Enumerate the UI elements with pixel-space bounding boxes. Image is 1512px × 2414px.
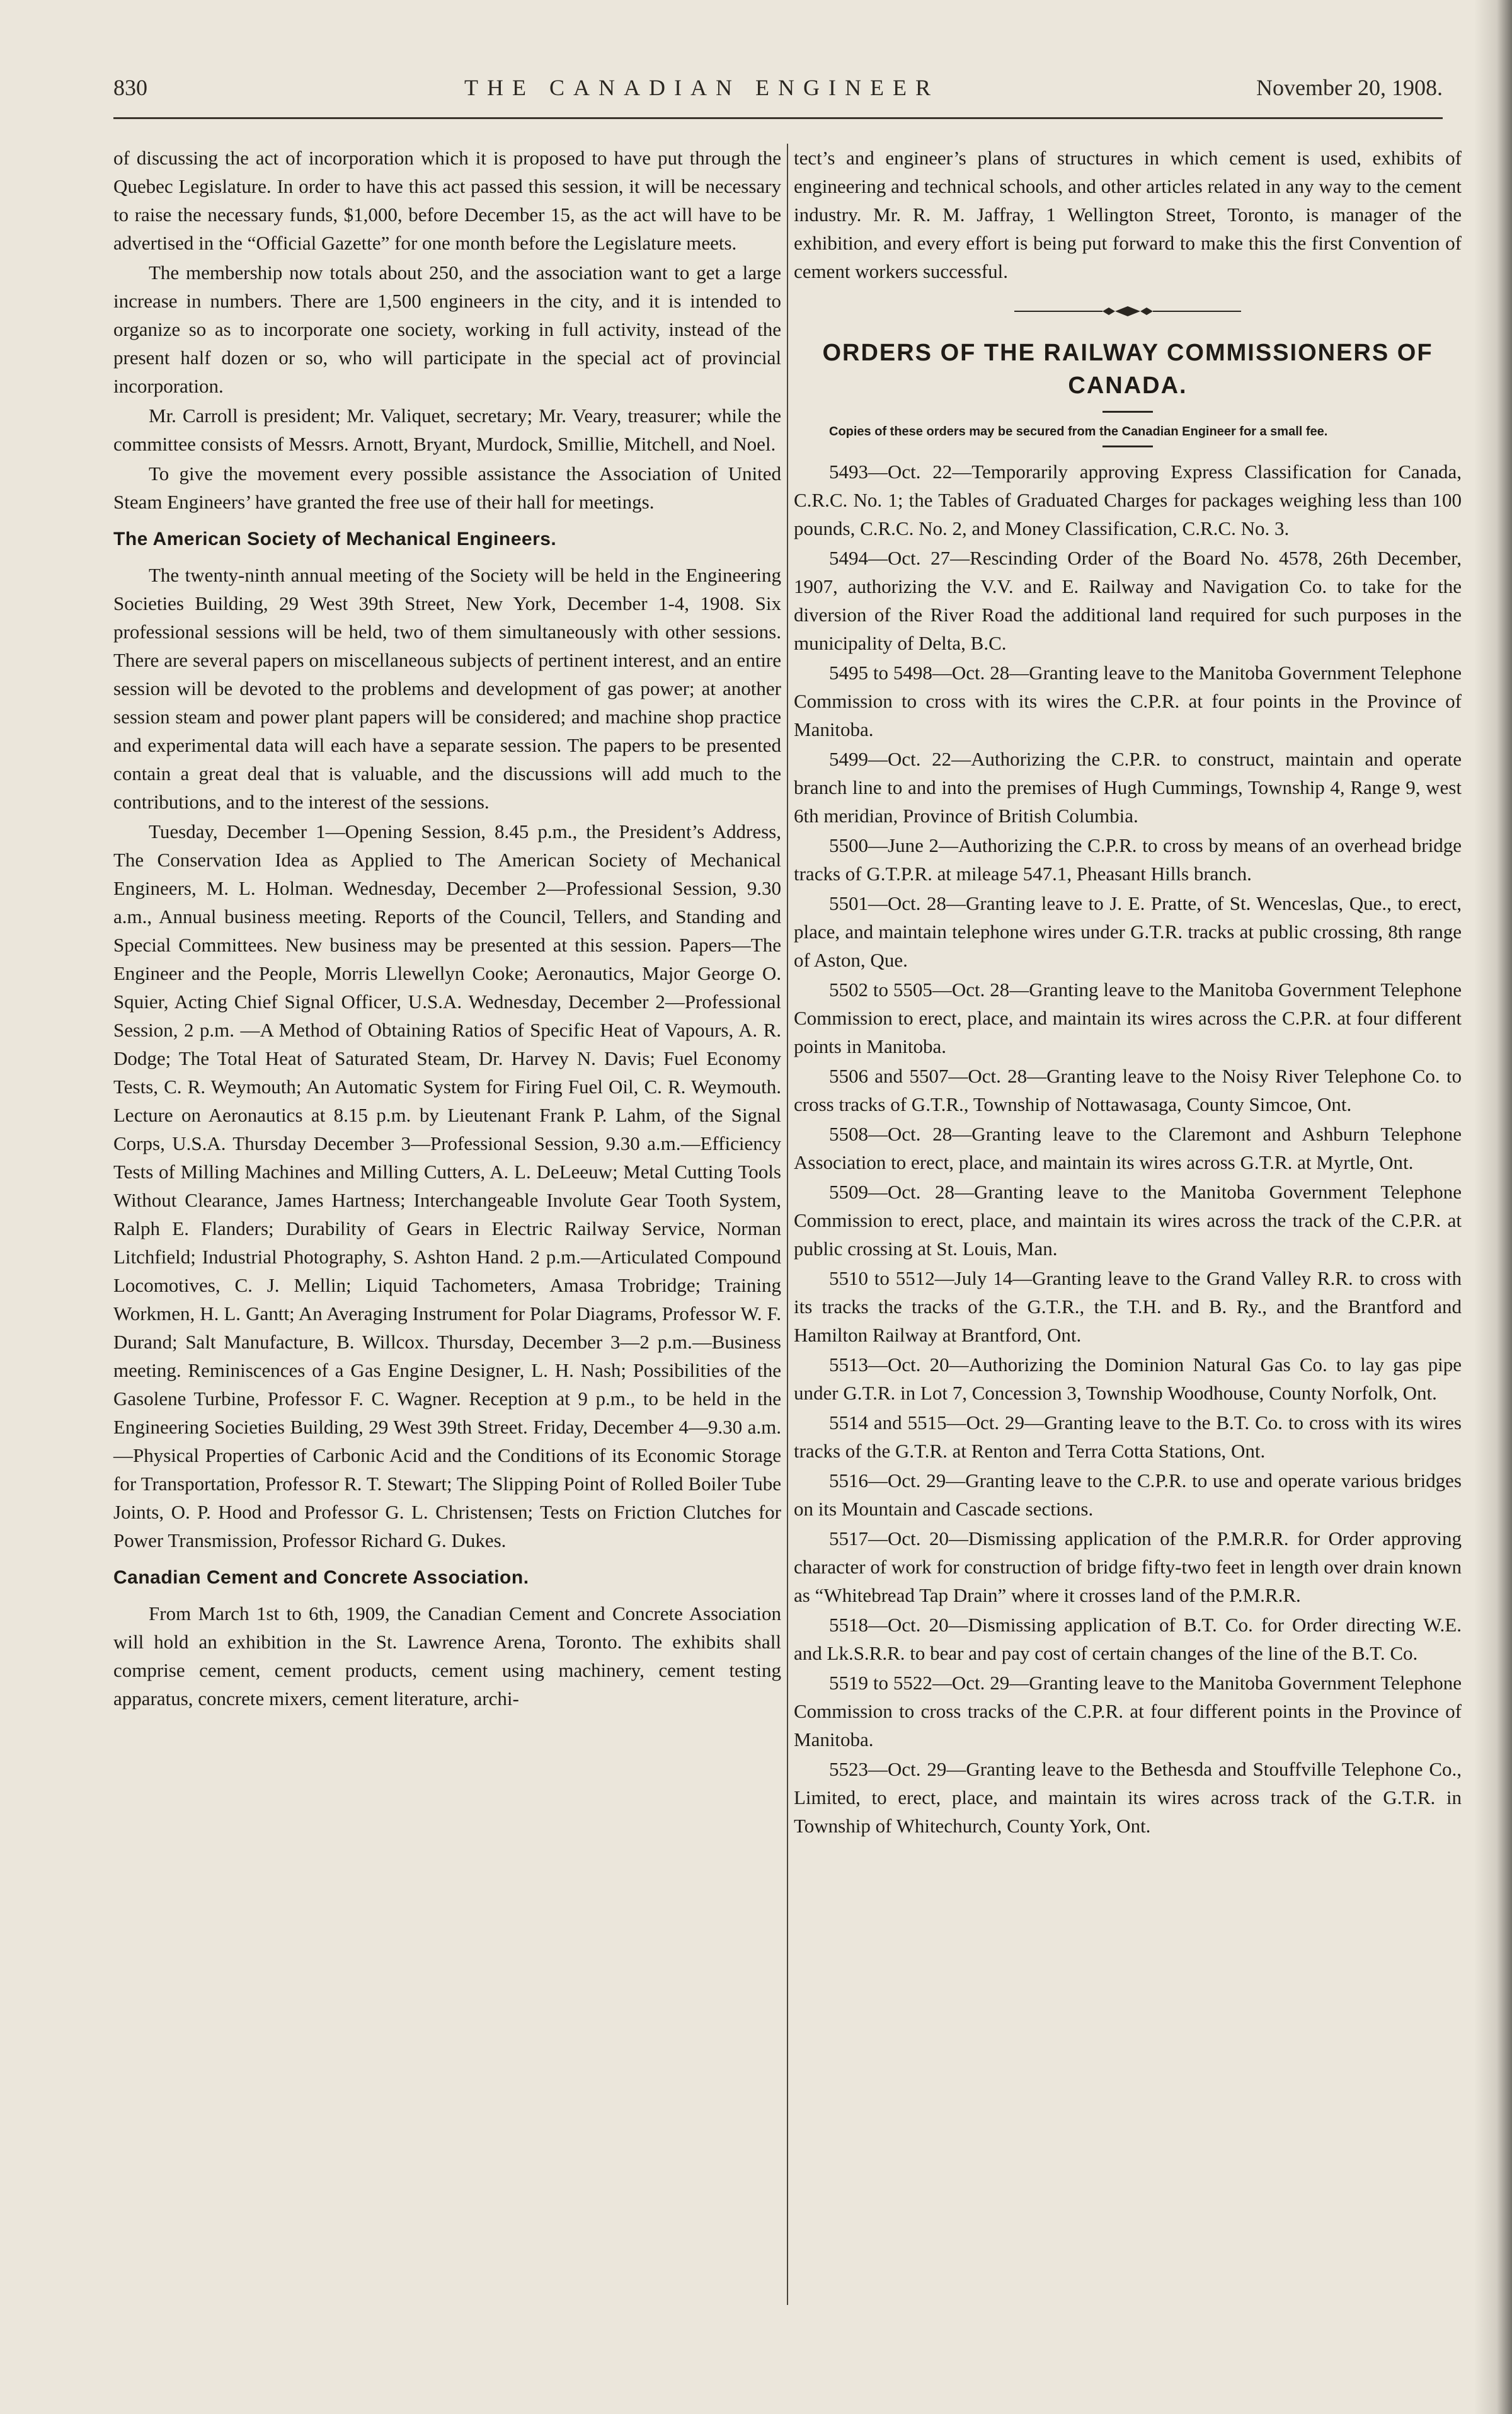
ornament-divider [794, 298, 1462, 326]
order-item: 5493—Oct. 22—Temporarily approving Express Classification for Canada, C.R.C. No. 1; the Tables of Graduated Charges for packages weighing less than 100 pounds, C.R.C. No. 2, and Money Classification, C.R.C. No. 3. [794, 461, 1462, 539]
order-item: 5519 to 5522—Oct. 29—Granting leave to the Manitoba Government Telephone Commission to cross tracks of the C.P.R. at four different points in the Province of Manitoba. [794, 1672, 1462, 1750]
order-item: 5517—Oct. 20—Dismissing application of the P.M.R.R. for Order approving character of work for construction of bridge fifty-two feet in length over drain known as “Whitebread Tap Drain” where it crosses land of the P.M.R.R. [794, 1527, 1462, 1606]
short-rule [1102, 411, 1153, 413]
page-spine-shadow [1474, 0, 1512, 2414]
paragraph: tect’s and engineer’s plans of structures in which cement is used, exhibits of engineering and technical schools, and other articles related in any way to the cement industry. Mr. R. M. Jaffray, 1 Wellington Street, Toronto, is manager of the exhibition, and every effort is being put forward to make this the first Convention of cement workers successful. [794, 147, 1462, 282]
order-item: 5508—Oct. 28—Granting leave to the Claremont and Ashburn Telephone Association to erect, place, and maintain its wires across G.T.R. at Myrtle, Ont. [794, 1123, 1462, 1173]
section-heading-cement: Canadian Cement and Concrete Association. [113, 1567, 529, 1588]
orders-note: Copies of these orders may be secured from the Canadian Engineer for a small fee. [829, 425, 1328, 439]
order-item: 5513—Oct. 20—Authorizing the Dominion Natural Gas Co. to lay gas pipe under G.T.R. in Lot 7, Concession 3, Township Woodhouse, County Norfolk, Ont. [794, 1354, 1462, 1404]
order-item: 5514 and 5515—Oct. 29—Granting leave to the B.T. Co. to cross with its wires tracks of the G.T.R. at Renton and Terra Cotta Stations, Ont. [794, 1411, 1462, 1462]
order-item: 5516—Oct. 29—Granting leave to the C.P.R. to use and operate various bridges on its Mountain and Cascade sections. [794, 1469, 1462, 1520]
running-header [113, 74, 1443, 112]
journal-title: THE CANADIAN ENGINEER [464, 75, 939, 100]
paragraph: The membership now totals about 250, and the association want to get a large increase in numbers. There are 1,500 engineers in the city, and it is intended to organize so as to incorporate one society, working in full activity, instead of the present half dozen or so, who will participate in the special act of provincial incorporation. [113, 262, 781, 397]
order-item: 5518—Oct. 20—Dismissing application of B.T. Co. for Order directing W.E. and Lk.S.R.R. to bear and pay cost of certain changes of the line of the B.T. Co. [794, 1614, 1462, 1664]
paragraph: From March 1st to 6th, 1909, the Canadian Cement and Concrete Association will hold an exhibition in the St. Lawrence Arena, Toronto. The exhibits shall comprise cement, cement products, cement using machinery, cement testing apparatus, concrete mixers, cement literature, archi- [113, 1602, 781, 1710]
paragraph: The twenty-ninth annual meeting of the Society will be held in the Engineering Societies Building, 29 West 39th Street, New York, December 1-4, 1908. Six professional sessions will be held, two of them simultaneously with other sessions. There are several papers on miscellaneous subjects of pertinent interest, and an entire session will be devoted to the problems and development of gas power; at another session steam and power plant papers will be considered; and machine shop practice and experimental data will each have a separate session. The papers to be presented contain a great deal that is valuable, and the discussions will add much to the contributions, and to the interest of the sessions. [113, 564, 781, 813]
orders-section-title: ORDERS OF THE RAILWAY COMMISSIONERS OF CANADA. [822, 340, 1433, 399]
section-heading-asme: The American Society of Mechanical Engineers. [113, 529, 557, 549]
order-item: 5501—Oct. 28—Granting leave to J. E. Pratte, of St. Wenceslas, Que., to erect, place, and maintain telephone wires under G.T.R. tracks at public crossing, 8th range of Aston, Que. [794, 892, 1462, 971]
issue-date: November 20, 1908. [1256, 75, 1443, 100]
order-item: 5494—Oct. 27—Rescinding Order of the Board No. 4578, 26th December, 1907, authorizing the V.V. and E. Railway and Navigation Co. to take for the diversion of the River Road the additional land required for such purposes in the municipality of Delta, B.C. [794, 547, 1462, 654]
order-item: 5509—Oct. 28—Granting leave to the Manitoba Government Telephone Commission to erect, place, and maintain its wires across the track of the C.P.R. at public crossing at St. Louis, Man. [794, 1181, 1462, 1260]
paragraph: To give the movement every possible assistance the Association of United Steam Engineers’ have granted the free use of their hall for meetings. [113, 463, 781, 513]
paragraph: of discussing the act of incorporation which it is proposed to have put through the Quebec Legislature. In order to have this act passed this session, it will be necessary to raise the necessary funds, $1,000, before December 15, as the act will have to be advertised in the “Official Gazette” for one month before the Legislature meets. [113, 147, 781, 254]
paragraph: Tuesday, December 1—Opening Session, 8.45 p.m., the President’s Address, The Conservation Idea as Applied to The American Society of Mechanical Engineers, M. L. Holman. Wednesday, December 2—Professional Session, 9.30 a.m., Annual business meeting. Reports of the Council, Tellers, and Standing and Special Committees. New business may be presented at this session. Papers—The Engineer and the People, Morris Llewellyn Cooke; Aeronautics, Major George O. Squier, Acting Chief Signal Officer, U.S.A. Wednesday, December 2—Professional Session, 2 p.m. —A Method of Obtaining Ratios of Specific Heat of Vapours, A. R. Dodge; The Total Heat of Saturated Steam, Dr. Harvey N. Davis; Fuel Economy Tests, C. R. Weymouth; An Automatic System for Firing Fuel Oil, C. R. Weymouth. Lecture on Aeronautics at 8.15 p.m. by Lieutenant Frank P. Lahm, of the Signal Corps, U.S.A. Thursday December 3—Professional Session, 9.30 a.m.—Efficiency Tests of Milling Machines and Milling Cutters, A. L. DeLeeuw; Metal Cutting Tools Without Clearance, James Hartness; Interchangeable Involute Gear Tooth System, Ralph E. Flanders; Durability of Gears in Electric Railway Service, Norman Litchfield; Industrial Photography, S. Ashton Hand. 2 p.m.—Articulated Compound Locomotives, C. J. Mellin; Liquid Tachometers, Amasa Trobridge; Training Workmen, H. L. Gantt; An Averaging Instrument for Polar Diagrams, Professor W. F. Durand; Salt Manufacture, B. Willcox. Thursday, December 3—2 p.m.—Business meeting. Reminiscences of a Gas Engine Designer, L. H. Nash; Possibilities of the Gasolene Turbine, Professor F. C. Wagner. Reception at 9 p.m., to be held in the Engineering Societies Building, 29 West 39th Street. Friday, December 4—9.30 a.m.—Physical Properties of Carbonic Acid and the Conditions of its Economic Storage for Transportation, Professor R. T. Stewart; The Slipping Point of Rolled Boiler Tube Joints, O. P. Hood and Professor G. L. Christensen; Tests on Friction Clutches for Power Transmission, Professor Richard G. Dukes. [113, 820, 781, 1551]
order-item: 5500—June 2—Authorizing the C.P.R. to cross by means of an overhead bridge tracks of G.T.P.R. at mileage 547.1, Pheasant Hills branch. [794, 834, 1462, 885]
header-rule [113, 117, 1443, 119]
page-number: 830 [113, 75, 147, 100]
column-divider [787, 144, 788, 2305]
order-item: 5502 to 5505—Oct. 28—Granting leave to the Manitoba Government Telephone Commission to erect, place, and maintain its wires across the C.P.R. at four different points in Manitoba. [794, 979, 1462, 1057]
order-item: 5506 and 5507—Oct. 28—Granting leave to the Noisy River Telephone Co. to cross tracks of G.T.R., Township of Nottawasaga, County Simcoe, Ont. [794, 1065, 1462, 1115]
short-rule [1102, 445, 1153, 447]
order-item: 5510 to 5512—July 14—Granting leave to the Grand Valley R.R. to cross with its tracks the tracks of the G.T.R., the T.H. and B. Ry., and the Brantford and Hamilton Railway at Brantford, Ont. [794, 1267, 1462, 1346]
order-item: 5523—Oct. 29—Granting leave to the Bethesda and Stouffville Telephone Co., Limited, to erect, place, and maintain its wires across track of the G.T.R. in Township of Whitechurch, County York, Ont. [794, 1758, 1462, 1837]
paragraph: Mr. Carroll is president; Mr. Valiquet, secretary; Mr. Veary, treasurer; while the committee consists of Messrs. Arnott, Bryant, Murdock, Smillie, Mitchell, and Noel. [113, 405, 781, 455]
order-item: 5495 to 5498—Oct. 28—Granting leave to the Manitoba Government Telephone Commission to cross with its wires the C.P.R. at four points in the Province of Manitoba. [794, 662, 1462, 740]
order-item: 5499—Oct. 22—Authorizing the C.P.R. to construct, maintain and operate branch line to and into the premises of Hugh Cummings, Township 4, Range 9, west 6th meridian, Province of British Columbia. [794, 748, 1462, 827]
right-column [794, 144, 1462, 1841]
left-column [113, 144, 781, 1714]
ornament-icon [1014, 305, 1241, 318]
orders-list [794, 457, 1462, 1840]
